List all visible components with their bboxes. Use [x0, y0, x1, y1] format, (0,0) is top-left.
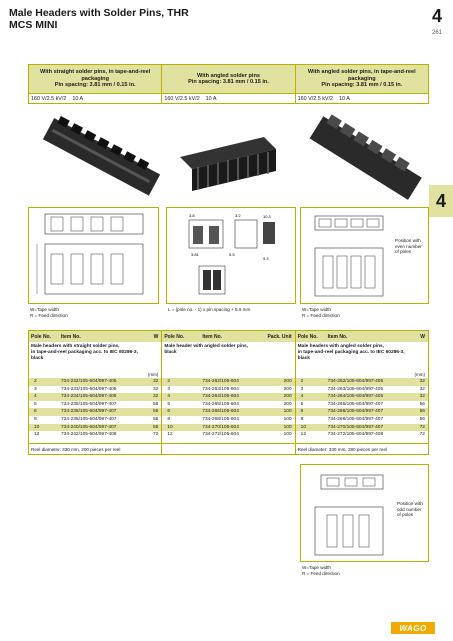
table-cell: 4 [300, 394, 304, 400]
table-cell: 100 [283, 409, 292, 415]
table-cell: 8 [300, 416, 304, 422]
table-row [296, 393, 428, 401]
table-row [162, 393, 294, 401]
table-cell: 3 [167, 386, 170, 392]
table-cell: 734-238/105-604/997-407 [61, 416, 117, 422]
table-header [29, 331, 161, 342]
table-cell: 734-263/105-604/997-405 [327, 386, 384, 392]
table-desc: Male headers with angled solder pins, in tape-and-reel packaging acc. to IEC 60286-3, black [297, 344, 405, 362]
note-even-poles: Position with even number of poles [395, 238, 422, 254]
dim-4: 3.81 [191, 252, 199, 257]
table-row [296, 424, 428, 432]
caption-angled: L = (pole no. - 1) x pin spacing + 5.9 mm [168, 307, 251, 312]
title-line-1: Male Headers with Solder Pins, THR [9, 7, 189, 19]
table-cell: 3 [34, 386, 37, 392]
table-row [296, 401, 428, 409]
caption-odd-poles: W=Tape width R = Feed direction [302, 565, 340, 576]
table-cell: 200 [283, 379, 292, 384]
chapter-number: 4 [431, 6, 442, 26]
table-header [296, 331, 428, 342]
table-unit-spacer [162, 371, 294, 378]
table-cell: 6 [167, 409, 170, 415]
table-cell: 10 [300, 424, 306, 430]
caption-angled-tape: W=Tape width R = Feed direction [302, 307, 340, 318]
table-cell: 56 [152, 401, 159, 407]
table-cell: 734-233/105-604/997-405 [61, 386, 117, 392]
table-row [162, 408, 294, 416]
table-cell: 100 [283, 416, 292, 422]
table-cell: 6 [34, 409, 37, 415]
table-cell: 200 [283, 386, 292, 392]
photo-straight-tape-reel [30, 113, 165, 205]
table-cell: 734-234/105-604/997-405 [61, 394, 117, 400]
table-cell: 72 [419, 432, 425, 438]
drawing-angled-tape-even [301, 208, 428, 303]
table-row [162, 378, 294, 386]
table-unit: (mm) [414, 372, 425, 377]
table-row [162, 416, 294, 424]
table-row [296, 386, 428, 394]
table-cell: 734-272/105-604/997-408 [327, 432, 384, 438]
table-cell: 200 [283, 401, 292, 407]
table-row [29, 408, 161, 416]
table-cell: 4 [34, 394, 37, 400]
table-cell: 734-272/105-604 [202, 432, 239, 438]
table-row [29, 416, 161, 424]
table-rows [29, 378, 161, 439]
dim-5: 5.5 [229, 252, 235, 257]
diagram-straight [28, 207, 159, 304]
table-cell: 100 [283, 432, 292, 438]
table-col-straight [29, 331, 162, 454]
col-header-item: Item No. [202, 333, 223, 340]
table-cell: 32 [152, 379, 159, 384]
title-line-2: MCS MINI [9, 19, 58, 31]
table-cell: 56 [152, 424, 159, 430]
col-header-w: W [420, 333, 425, 340]
photo-angled-tape-reel [300, 110, 428, 205]
diagram-angled-tape [300, 207, 429, 304]
table-cell: 734-270/105-604/997-407 [327, 424, 384, 430]
table-cell: 12 [300, 432, 306, 438]
table-cell: 32 [152, 394, 159, 400]
spec-col-3-rating: 160 V/2.5 kV/2 10 A [296, 93, 428, 104]
table-cell: 32 [152, 386, 159, 392]
table-cell: 734-262/105-604/997-405 [327, 379, 384, 384]
table-cell: 72 [419, 424, 425, 430]
table-cell: 734-268/105-604 [202, 416, 239, 422]
table-cell: 56 [152, 409, 159, 415]
table-cell: 32 [419, 394, 425, 400]
table-cell: 734-262/105-604 [202, 379, 239, 384]
table-cell: 734-265/105-604 [202, 401, 239, 407]
spec-col-1 [29, 65, 162, 103]
caption-straight: W=Tape width R = Feed direction [30, 307, 68, 318]
table-header [162, 331, 294, 342]
table-cell: 4 [167, 394, 170, 400]
table-cell: 734-270/105-604 [202, 424, 239, 430]
dim-6: 9.3 [263, 256, 269, 261]
table-cell: 734-236/105-604/997-407 [61, 409, 117, 415]
table-row [296, 378, 428, 386]
table-cell: 100 [283, 424, 292, 430]
col-header-pole: Pole No. [31, 333, 52, 340]
dim-2: 3.2 [235, 213, 241, 218]
table-row [296, 416, 428, 424]
table-cell: 12 [34, 432, 40, 438]
table-cell: 12 [167, 432, 173, 438]
table-row [29, 424, 161, 432]
spec-col-1-rating: 160 V/2.5 kV/2 10 A [29, 93, 161, 104]
col-header-w: W [153, 333, 159, 340]
table-cell: 734-264/105-604/997-405 [327, 394, 384, 400]
table-row [162, 386, 294, 394]
dim-3: 10.3 [263, 214, 271, 219]
col-header-pack: Pack. Unit [267, 333, 292, 340]
table-cell: 10 [34, 424, 40, 430]
page-number: 261 [431, 30, 442, 36]
table-row [29, 393, 161, 401]
diagram-angled [166, 207, 296, 304]
table-cell: 6 [300, 409, 304, 415]
spec-col-1-title: With straight solder pins, in tape-and-reel packaging Pin spacing: 3.81 mm / 0.15 in. [29, 65, 161, 93]
table-cell: 32 [419, 386, 425, 392]
spec-header [28, 64, 429, 104]
item-table [28, 330, 429, 455]
table-cell: 2 [167, 379, 170, 384]
table-cell: 734-265/105-604/997-407 [327, 401, 384, 407]
photo-angled-header [172, 127, 282, 195]
table-cell: 734-268/105-604/997-407 [327, 416, 384, 422]
col-header-pole: Pole No. [164, 333, 185, 340]
table-cell: 734-242/105-604/997-408 [61, 432, 117, 438]
table-row [29, 378, 161, 386]
table-cell: 8 [34, 416, 37, 422]
table-cell: 56 [152, 416, 159, 422]
table-row [29, 401, 161, 409]
table-unit: (mm) [147, 372, 159, 377]
table-col-angled [162, 331, 295, 454]
table-cell: 734-264/105-604 [202, 394, 239, 400]
wago-logo: WAGO [391, 622, 435, 634]
table-cell: 2 [34, 379, 37, 384]
table-cell: 734-235/105-604/997-407 [61, 401, 117, 407]
table-cell: 5 [34, 401, 37, 407]
table-cell: 734-263/105-604 [202, 386, 239, 392]
table-cell: 734-266/105-604/997-407 [327, 409, 384, 415]
table-cell: 3 [300, 386, 304, 392]
col-header-pole: Pole No. [297, 333, 318, 340]
table-cell: 734-232/105-604/997-405 [61, 379, 117, 384]
table-cell: 5 [167, 401, 170, 407]
table-footer-empty [162, 443, 294, 454]
drawing-straight-tape [29, 208, 158, 303]
table-cell: 734-266/105-604 [202, 409, 239, 415]
table-cell: 10 [167, 424, 173, 430]
table-cell: 32 [419, 379, 425, 384]
table-row [296, 431, 428, 439]
table-cell: 56 [419, 409, 425, 415]
table-cell: 72 [152, 432, 159, 438]
table-cell: 200 [283, 394, 292, 400]
table-row [296, 408, 428, 416]
spec-col-3 [296, 65, 428, 103]
table-cell: 56 [419, 416, 425, 422]
dim-1: 3.8 [189, 213, 195, 218]
table-row [29, 386, 161, 394]
table-cell: 734-240/105-604/997-407 [61, 424, 117, 430]
table-row [162, 431, 294, 439]
table-cell: 56 [419, 401, 425, 407]
table-rows [296, 378, 428, 439]
drawing-angled-header [167, 208, 295, 303]
table-row [162, 424, 294, 432]
table-row [29, 431, 161, 439]
table-cell: 8 [167, 416, 170, 422]
chapter-tab: 4 [429, 185, 453, 217]
spec-col-2-rating: 160 V/2.5 kV/2 10 A [162, 93, 294, 104]
table-rows [162, 378, 294, 439]
diagram-odd-poles [300, 464, 429, 562]
table-cell: 2 [300, 379, 304, 384]
table-footer: Reel diameter: 330 mm, 280 pieces per reel [296, 443, 428, 454]
table-row [162, 401, 294, 409]
page-title [9, 7, 189, 31]
table-desc: Male headers with straight solder pins, in tape-and-reel packaging acc. to IEC 60286-3, black [31, 344, 138, 362]
col-header-item: Item No. [327, 333, 348, 340]
table-footer: Reel diameter: 330 mm, 200 pieces per reel [29, 443, 161, 454]
col-header-item: Item No. [61, 333, 81, 340]
table-col-angled-tape [296, 331, 428, 454]
table-cell: 5 [300, 401, 304, 407]
spec-col-3-title: With angled solder pins, in tape-and-reel packaging Pin spacing: 3.81 mm / 0.15 in. [296, 65, 428, 93]
note-odd-poles: Position with odd number of poles [397, 501, 423, 517]
table-desc: Male header with angled solder pins, black [164, 344, 249, 356]
spec-col-2-title: With angled solder pins Pin spacing: 3.81 mm / 0.15 in. [162, 65, 294, 93]
spec-col-2 [162, 65, 295, 103]
